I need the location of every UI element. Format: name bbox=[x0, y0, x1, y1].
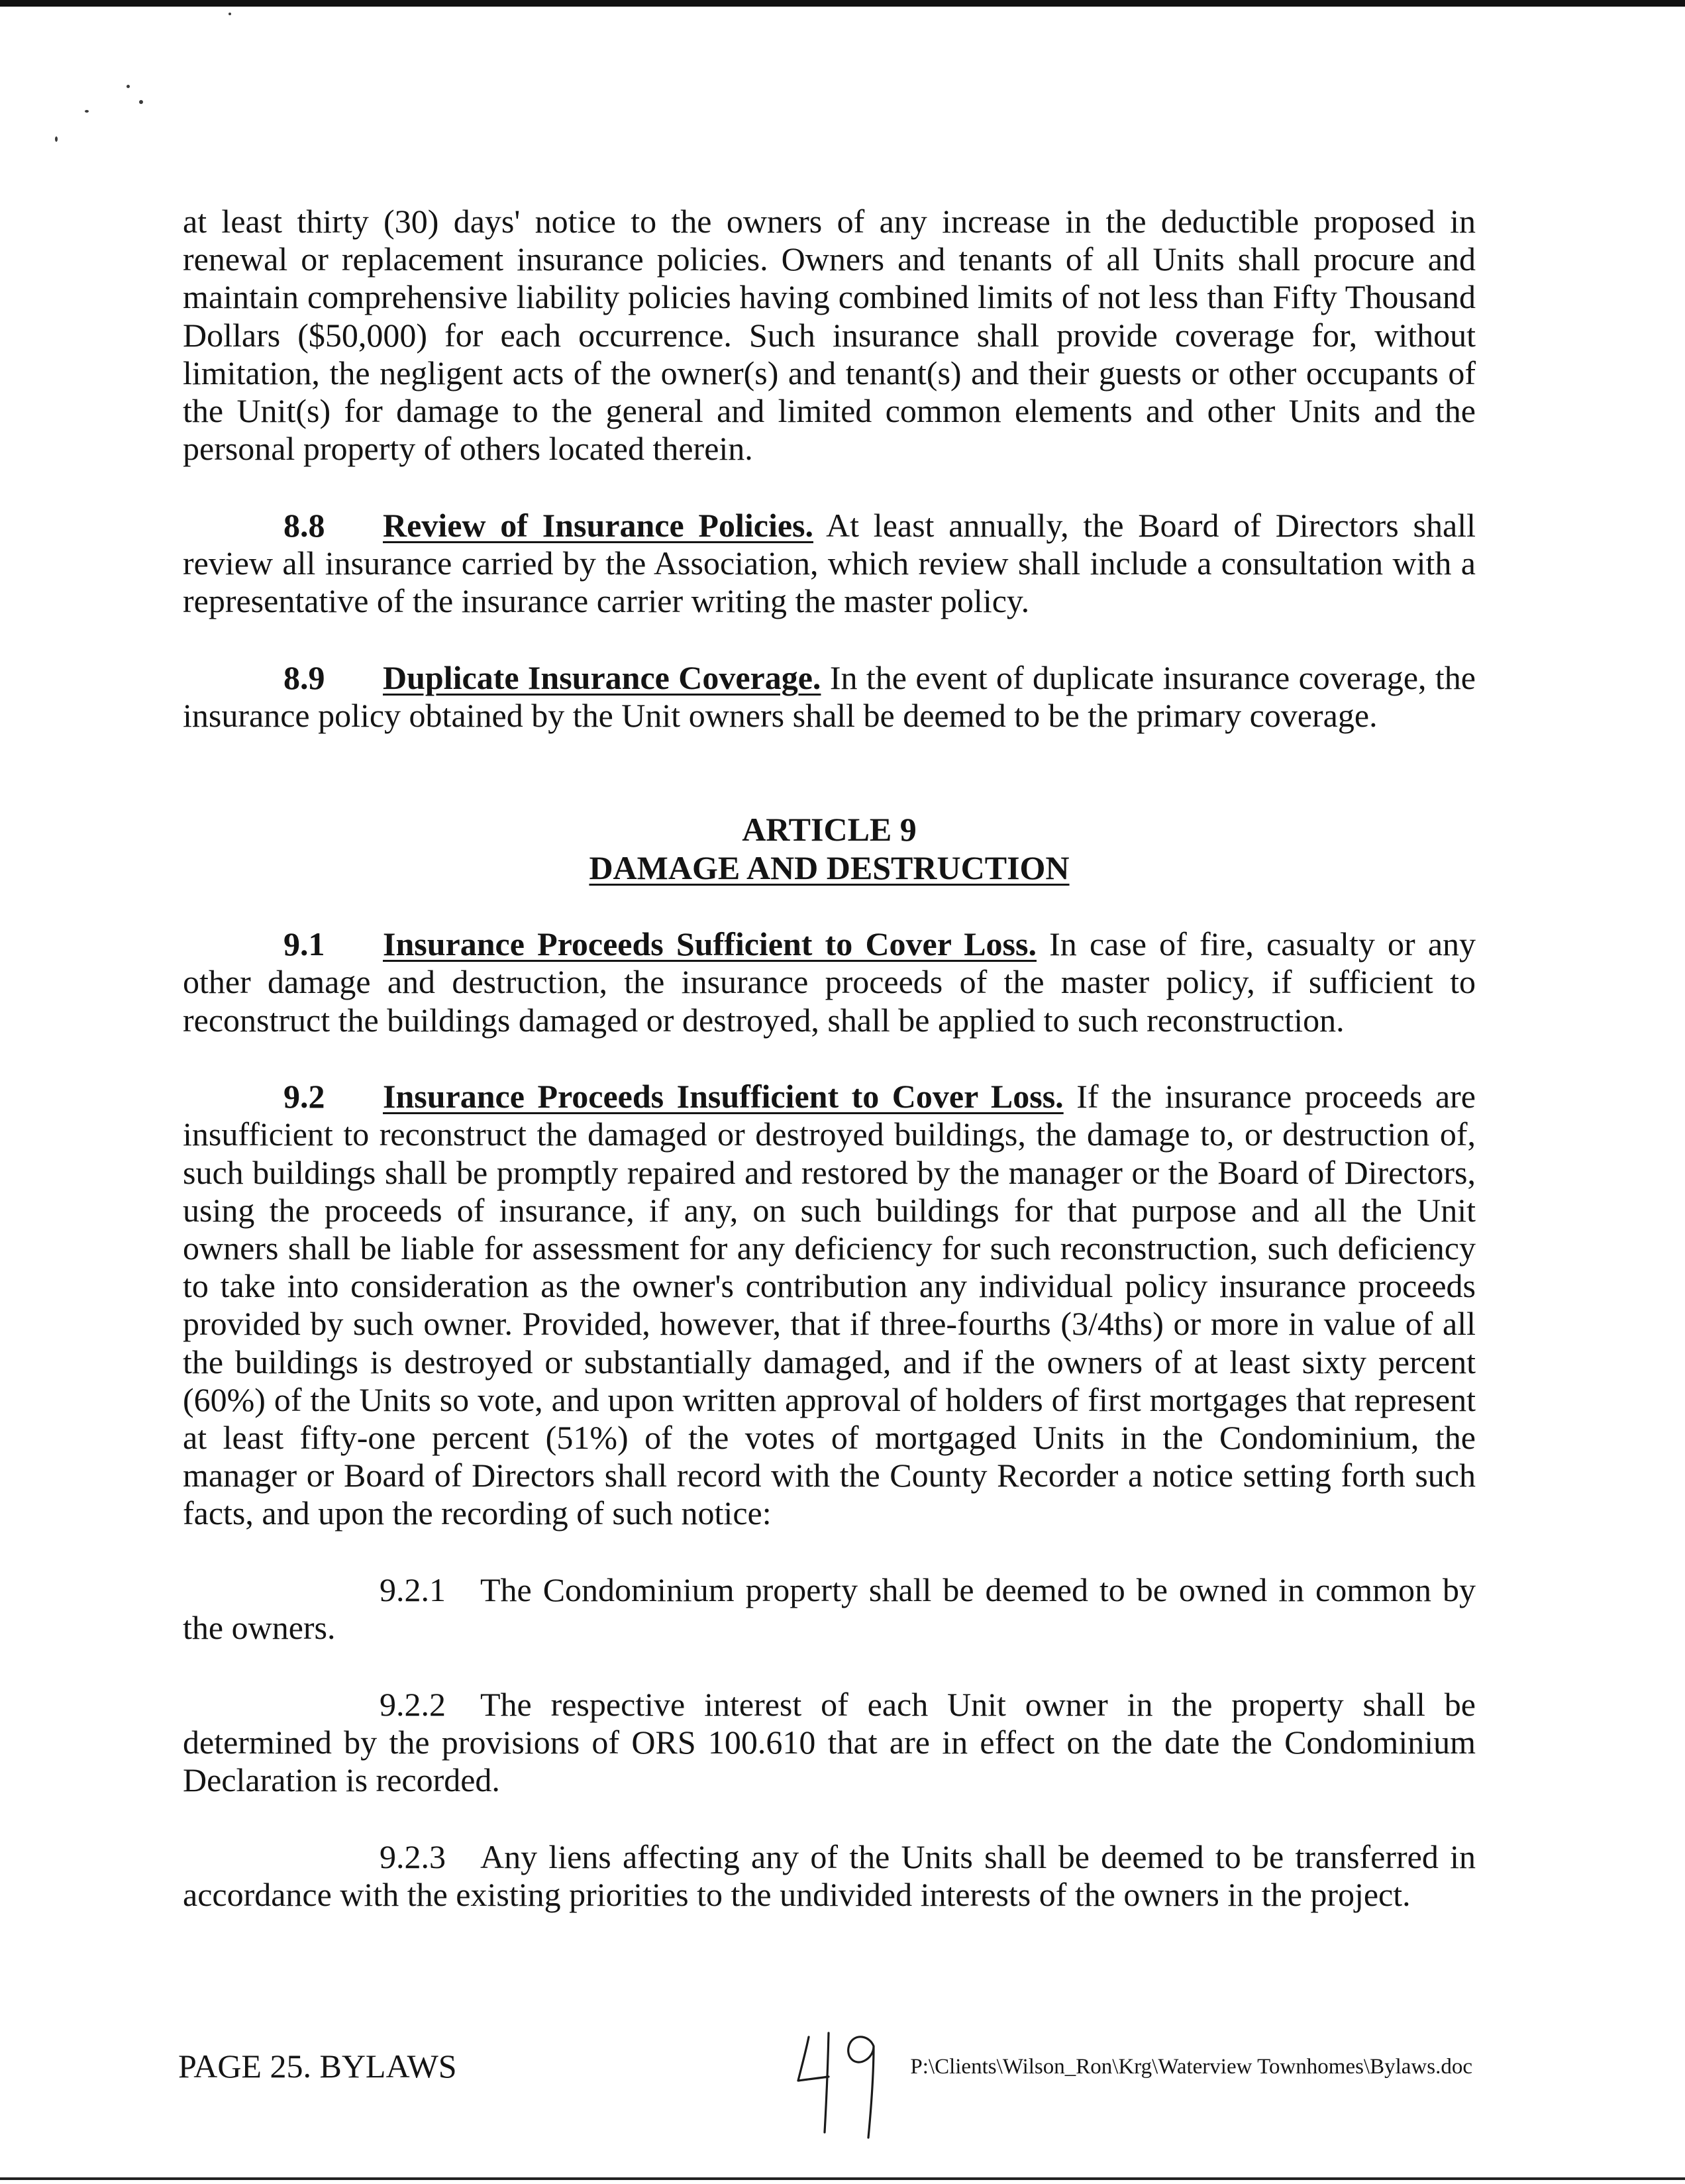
section-text: At least annually, the Board of Directors shall review all insurance carried by the Association, which review shall include a consultation with a representative of the insurance carrier writing the master policy. bbox=[183, 506, 1476, 620]
section-number: 8.9 bbox=[283, 658, 325, 696]
section-text: If the insurance proceeds are insufficient to reconstruct the damaged or destroyed buildings, the damage to, or destruction of, such buildings shall be promptly repaired and restored by the manager or the Board of Directors, using the proceeds of insurance, if any, on such buildings for that purpose and all the Unit owners shall be liable for assessment for any deficiency for such reconstruction, such deficiency to take into consideration as the owner's contribution any individual policy insurance proceeds provided by such owner. Provided, however, that if three-fourths (3/4ths) or more in value of all the buildings is destroyed or substantially damaged, and if the owners of at least sixty percent (60%) of the Units so vote, and upon written approval of holders of first mortgages that represent at least fifty-one percent (51%) of the votes of mortgaged Units in the Condominium, the manager or Board of Directors shall record with the County Recorder a notice setting forth such facts, and upon the recording of such notice: bbox=[183, 1078, 1476, 1532]
subsection-number: 9.2.1 bbox=[380, 1571, 446, 1609]
footer-file-path: P:\Clients\Wilson_Ron\Krg\Waterview Townhomes\Bylaws.doc bbox=[910, 2055, 1472, 2079]
scan-speck bbox=[229, 13, 231, 15]
section-number: 9.1 bbox=[283, 925, 325, 963]
handwritten-stroke bbox=[825, 2033, 829, 2132]
subsection-text: The Condominium property shall be deemed to be owned in common by the owners. bbox=[183, 1571, 1476, 1647]
handwritten-page-number bbox=[791, 2024, 884, 2143]
section-8-9 bbox=[183, 659, 1476, 735]
scan-speck bbox=[85, 110, 89, 113]
section-heading: Insurance Proceeds Insufficient to Cover Loss. bbox=[383, 1078, 1064, 1116]
article-subtitle: DAMAGE AND DESTRUCTION bbox=[589, 849, 1070, 886]
footer-page-label: PAGE 25. BYLAWS bbox=[178, 2048, 457, 2085]
handwritten-stroke bbox=[848, 2037, 874, 2138]
article-heading bbox=[183, 811, 1476, 886]
section-heading: Review of Insurance Policies. bbox=[383, 506, 813, 544]
scan-speck bbox=[127, 85, 130, 88]
subsection-9-2-1 bbox=[183, 1571, 1476, 1647]
continuation-paragraph: at least thirty (30) days' notice to the owners of any increase in the deductible proposed in renewal or replacement insurance policies. Owners and tenants of all Units shall procure and maintain comprehensive liability policies having combined limits of not less than Fifty Thousand Dollars ($50,000) for each occurrence. Such insurance shall provide coverage for, without limitation, the negligent acts of the owner(s) and tenant(s) and their guests or other occupants of the Unit(s) for damage to the general and limited common elements and other Units and the personal property of others located therein. bbox=[183, 203, 1476, 468]
subsection-9-2-3 bbox=[183, 1838, 1476, 1914]
section-9-1 bbox=[183, 925, 1476, 1039]
scan-bottom-edge bbox=[0, 2177, 1685, 2180]
section-number: 8.8 bbox=[283, 506, 325, 544]
article-title: ARTICLE 9 bbox=[742, 811, 917, 849]
scan-speck bbox=[55, 136, 58, 142]
subsection-text: Any liens affecting any of the Units shall be deemed to be transferred in accordance with the existing priorities to the undivided interests of the owners in the project. bbox=[183, 1838, 1476, 1914]
subsection-text: The respective interest of each Unit owner in the property shall be determined by the provisions of ORS 100.610 that are in effect on the date the Condominium Declaration is recorded. bbox=[183, 1685, 1476, 1799]
section-heading: Insurance Proceeds Sufficient to Cover Loss. bbox=[383, 925, 1037, 963]
subsection-number: 9.2.2 bbox=[380, 1685, 446, 1723]
section-number: 9.2 bbox=[283, 1078, 325, 1116]
subsection-number: 9.2.3 bbox=[380, 1838, 446, 1875]
handwritten-stroke bbox=[798, 2037, 829, 2081]
scan-top-edge bbox=[0, 0, 1685, 7]
subsection-9-2-2 bbox=[183, 1686, 1476, 1800]
section-9-2 bbox=[183, 1078, 1476, 1532]
section-text: In case of fire, casualty or any other damage and destruction, the insurance proceeds of the master policy, if sufficient to reconstruct the buildings damaged or destroyed, shall be applied to such reconstruction. bbox=[183, 925, 1476, 1039]
section-heading: Duplicate Insurance Coverage. bbox=[383, 658, 821, 696]
section-8-8 bbox=[183, 507, 1476, 621]
scan-speck bbox=[139, 100, 143, 104]
section-text: In the event of duplicate insurance coverage, the insurance policy obtained by the Unit owners shall be deemed to be the primary coverage. bbox=[183, 658, 1476, 735]
document-body bbox=[183, 203, 1476, 1953]
